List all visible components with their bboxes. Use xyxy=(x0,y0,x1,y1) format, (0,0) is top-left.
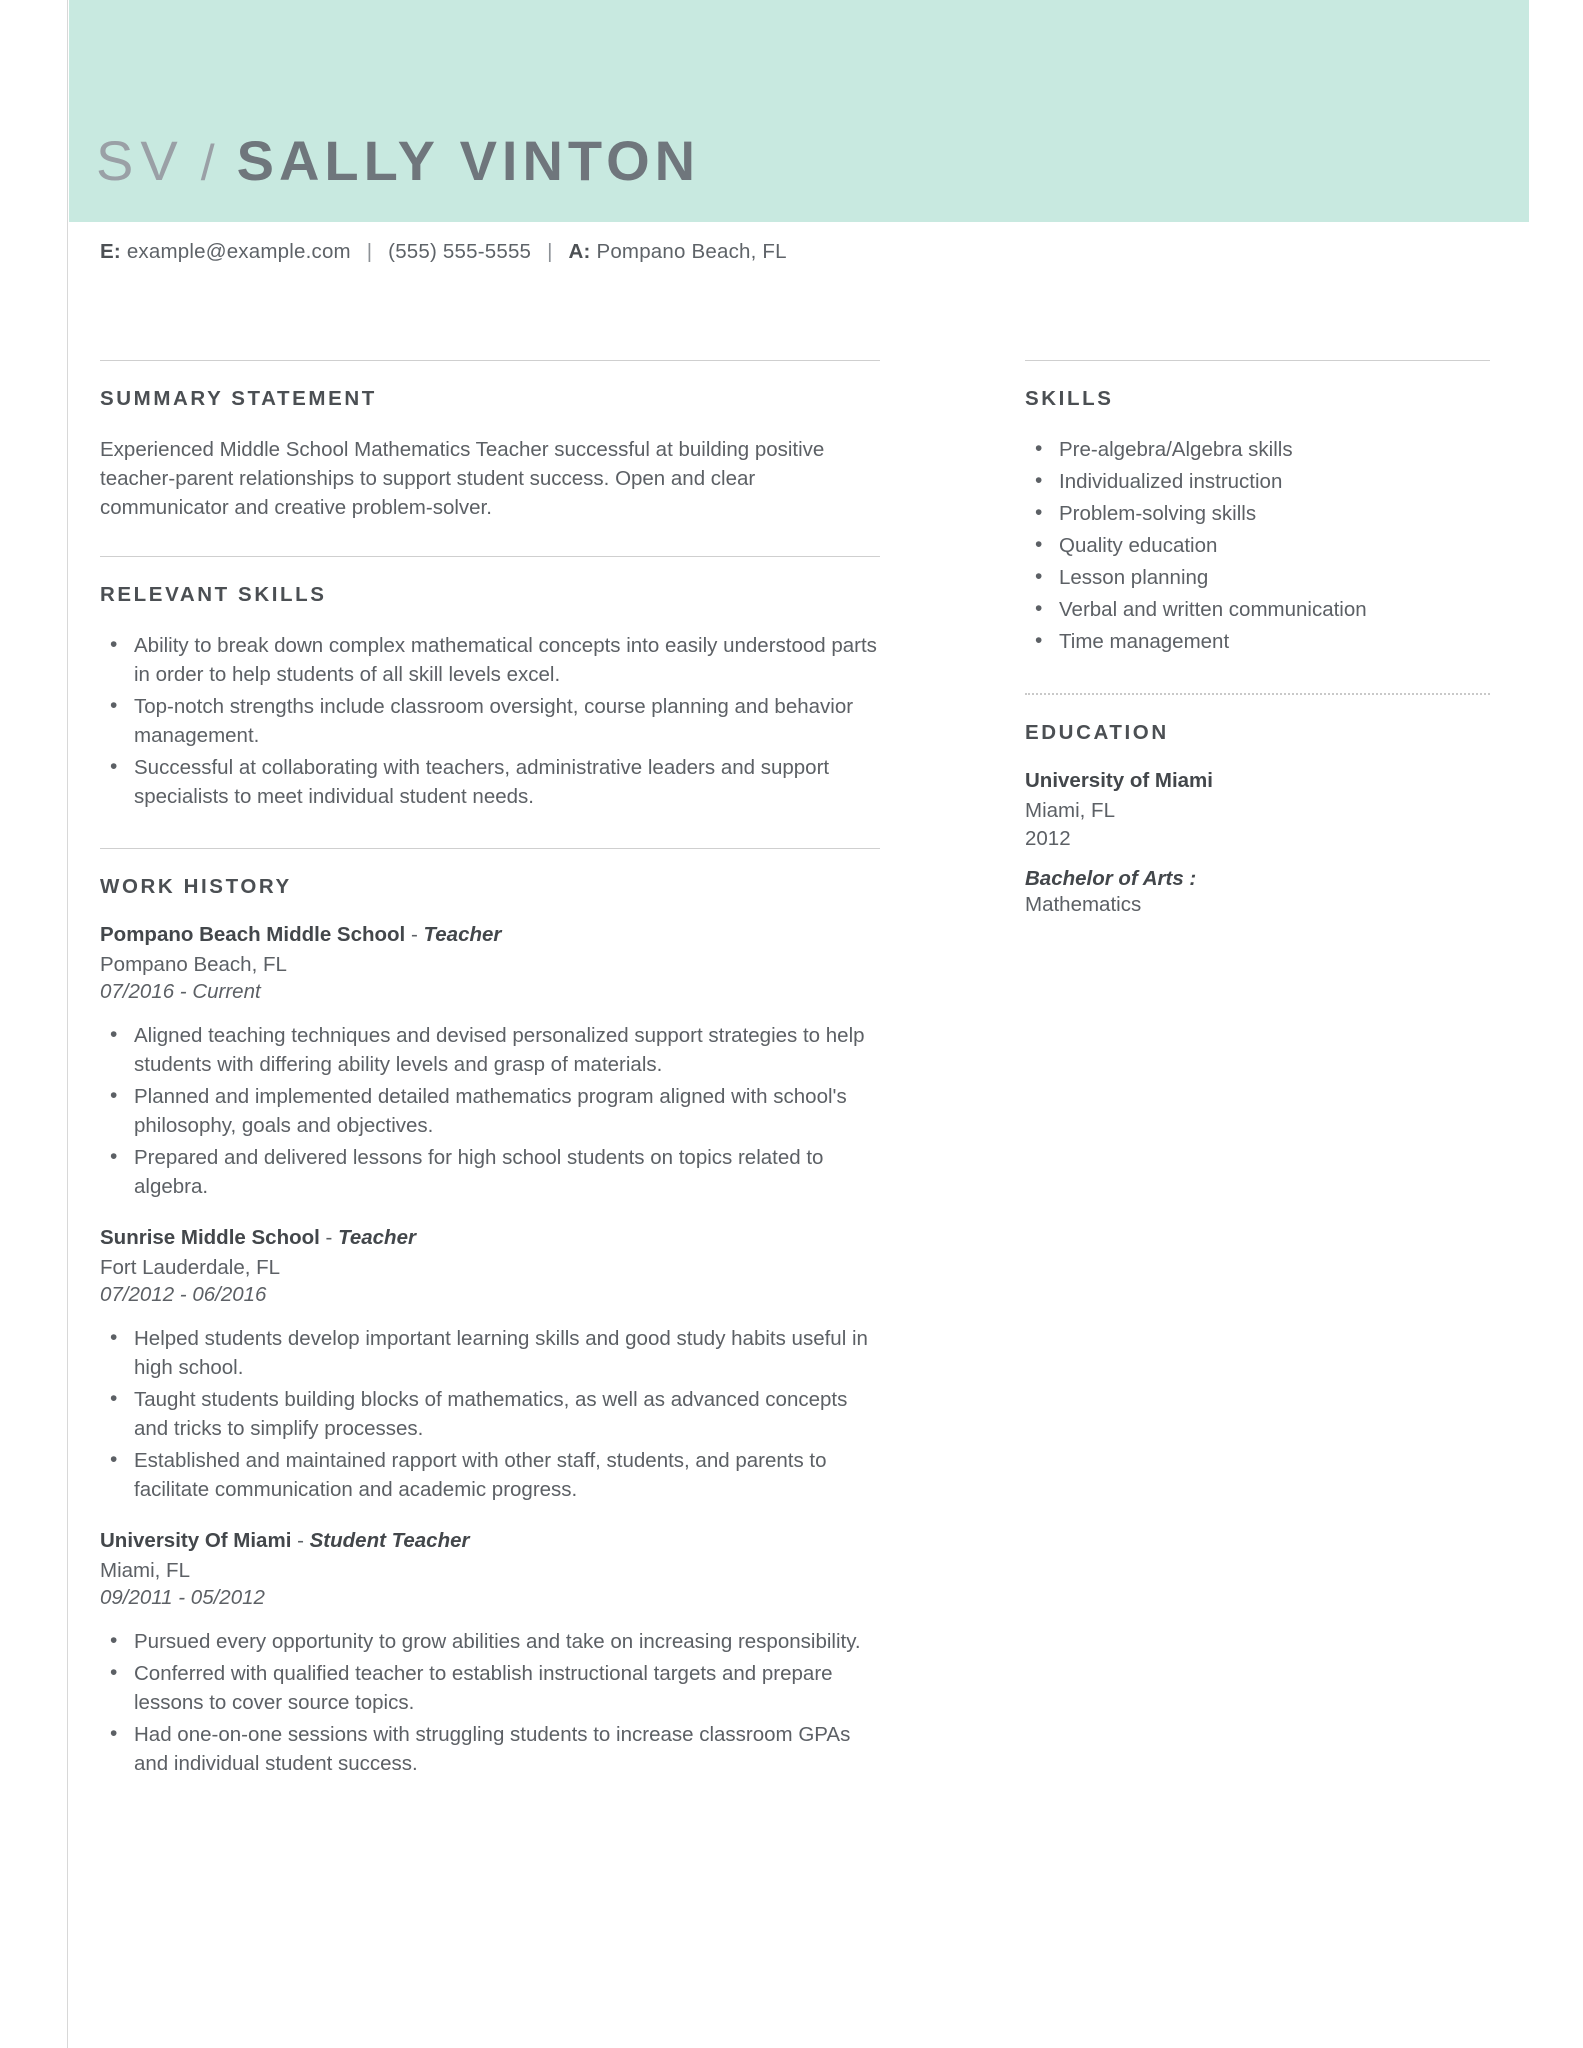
list-item: • Problem-solving skills xyxy=(1025,499,1490,528)
job-role: Teacher xyxy=(338,1226,416,1249)
full-name: SALLY VINTON xyxy=(236,129,701,192)
name-slash-separator: / xyxy=(200,135,215,191)
name-heading xyxy=(96,128,700,193)
spacer xyxy=(100,1507,880,1529)
address-label: A: xyxy=(568,240,591,263)
job-bullets xyxy=(100,1324,880,1504)
job-location: Pompano Beach, FL xyxy=(100,953,287,976)
list-item: • Planned and implemented detailed mathematics program aligned with school's philosophy, goals and objectives. xyxy=(100,1082,880,1140)
job-title-line xyxy=(100,1226,880,1250)
education-degree: Bachelor of Arts : xyxy=(1025,867,1197,890)
job-dates: 07/2012 - 06/2016 xyxy=(100,1283,267,1306)
contact-line xyxy=(100,240,787,264)
list-item: • Quality education xyxy=(1025,531,1490,560)
list-item: • Helped students develop important learning skills and good study habits useful in high school. xyxy=(100,1324,880,1382)
initials: SV xyxy=(96,129,185,192)
list-item: • Had one-on-one sessions with struggling students to increase classroom GPAs and individual student success. xyxy=(100,1720,880,1778)
job-dates: 07/2016 - Current xyxy=(100,980,261,1003)
divider-summary xyxy=(100,360,880,361)
list-item: • Verbal and written communication xyxy=(1025,595,1490,624)
education-school: University of Miami xyxy=(1025,769,1213,792)
section-title-relevant-skills: RELEVANT SKILLS xyxy=(100,583,327,606)
education-year: 2012 xyxy=(1025,827,1071,850)
section-title-skills: SKILLS xyxy=(1025,387,1114,410)
right-column xyxy=(1025,360,1490,919)
list-item: • Pre-algebra/Algebra skills xyxy=(1025,435,1490,464)
job-bullets xyxy=(100,1021,880,1201)
education-location: Miami, FL xyxy=(1025,799,1115,822)
list-item: • Taught students building blocks of mathematics, as well as advanced concepts and tricks to simplify processes. xyxy=(100,1385,880,1443)
job-role: Teacher xyxy=(423,923,502,946)
job-dash: - xyxy=(297,1529,304,1552)
job-organization: Pompano Beach Middle School xyxy=(100,923,406,946)
section-title-summary: SUMMARY STATEMENT xyxy=(100,387,377,410)
section-title-education: EDUCATION xyxy=(1025,721,1169,744)
job-role: Student Teacher xyxy=(309,1529,470,1552)
list-item: • Individualized instruction xyxy=(1025,467,1490,496)
job-organization: Sunrise Middle School xyxy=(100,1226,320,1249)
work-entry xyxy=(100,1226,880,1504)
job-dates: 09/2011 - 05/2012 xyxy=(100,1586,265,1609)
list-item: • Lesson planning xyxy=(1025,563,1490,592)
education-major: Mathematics xyxy=(1025,893,1142,916)
spacer xyxy=(100,814,880,848)
list-item: • Established and maintained rapport with other staff, students, and parents to facilitate communication and academic progress. xyxy=(100,1446,880,1504)
summary-text: Experienced Middle School Mathematics Teacher successful at building positive teacher-parent relationships to support student success. Open and clear communicator and creative problem-solver. xyxy=(100,438,825,519)
divider-skills xyxy=(1025,360,1490,361)
email-label: E: xyxy=(100,240,121,263)
contact-separator-1: | xyxy=(366,240,373,263)
job-title-line xyxy=(100,923,880,947)
list-item: • Pursued every opportunity to grow abilities and take on increasing responsibility. xyxy=(100,1627,880,1656)
list-item: • Time management xyxy=(1025,627,1490,656)
left-column xyxy=(100,360,880,1781)
contact-separator-2: | xyxy=(547,240,553,263)
list-item: • Ability to break down complex mathematical concepts into easily understood parts in order to help students of all skill levels excel. xyxy=(100,631,880,689)
job-dash: - xyxy=(325,1226,333,1249)
list-item: • Successful at collaborating with teachers, administrative leaders and support specialists to meet individual student needs. xyxy=(100,753,880,811)
spacer xyxy=(100,1204,880,1226)
list-item: • Prepared and delivered lessons for high school students on topics related to algebra. xyxy=(100,1143,880,1201)
divider-work-history xyxy=(100,848,880,849)
job-location: Miami, FL xyxy=(100,1559,190,1582)
list-item: • Top-notch strengths include classroom oversight, course planning and behavior management. xyxy=(100,692,880,750)
spacer xyxy=(1025,659,1490,693)
address-value: Pompano Beach, FL xyxy=(596,240,787,263)
job-bullets xyxy=(100,1627,880,1778)
section-title-work-history: WORK HISTORY xyxy=(100,875,292,898)
phone-value: (555) 555-5555 xyxy=(388,240,532,263)
job-location: Fort Lauderdale, FL xyxy=(100,1256,281,1279)
email-value: example@example.com xyxy=(126,240,351,263)
job-organization: University Of Miami xyxy=(100,1529,292,1552)
divider-relevant-skills xyxy=(100,556,880,557)
list-item: • Aligned teaching techniques and devised personalized support strategies to help students with differing ability levels and grasp of materials. xyxy=(100,1021,880,1079)
left-accent-bar xyxy=(0,0,68,2048)
skills-list xyxy=(1025,435,1490,656)
work-entry xyxy=(100,923,880,1201)
spacer xyxy=(100,522,880,556)
job-title-line xyxy=(100,1529,880,1553)
work-entry xyxy=(100,1529,880,1778)
job-dash: - xyxy=(410,923,418,946)
divider-education xyxy=(1025,693,1490,695)
list-item: • Conferred with qualified teacher to establish instructional targets and prepare lessons to cover source topics. xyxy=(100,1659,880,1717)
relevant-skills-list xyxy=(100,631,880,811)
